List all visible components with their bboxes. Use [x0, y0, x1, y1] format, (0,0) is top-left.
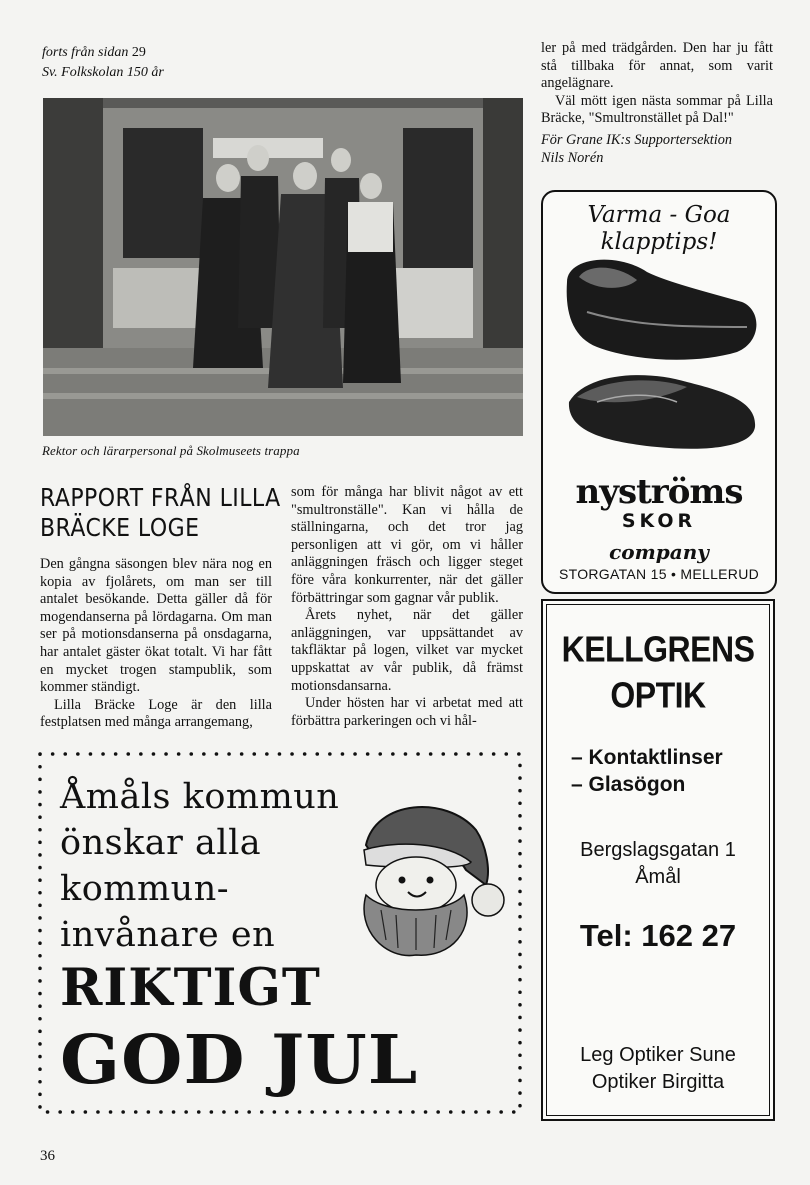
skor-label: SKOR: [621, 510, 697, 532]
continued-from-text: forts från sidan: [42, 45, 129, 60]
optician-1: Leg Optiker Sune: [580, 1044, 736, 1066]
shop-address: [543, 837, 773, 891]
signature-org: För Grane IK:s Supportersektion: [541, 131, 733, 148]
nystroms-ad: [541, 190, 777, 594]
photo-caption: Rektor och lärarpersonal på Skolmuseets trappa: [42, 443, 300, 458]
greeting-line-4: invånare en: [60, 915, 276, 955]
headline-line-2: BRÄCKE LOGE: [40, 513, 200, 542]
paragraph: Väl mött igen nästa sommar på Lilla Bräcke, "Smultronstället på Dal!": [541, 92, 773, 127]
greeting-line-3: kommun-: [60, 869, 230, 909]
company-label: company: [609, 540, 709, 564]
shop-phone: Tel: 162 27: [579, 918, 737, 953]
ad-headline-line-2: klapptips!: [600, 229, 718, 255]
service-glasses: – Glasögon: [571, 773, 686, 796]
school-staff-photo: [43, 98, 523, 436]
paragraph: Den gångna säsongen blev nära nog en kopia av fjolårets, om man ser till antalet besökande. Detta gäller då för mogendanserna på lördagarna. Om man ser på motionsdanserna på onsdagarna, har antalet gäster ökat totalt. Vi har fått en mycket trogen stampublik, som kommer ständigt.: [40, 556, 272, 696]
service-contact-lenses: – Kontaktlinser: [571, 746, 723, 769]
page-number: 36: [40, 1148, 55, 1164]
greeting-line-2: önskar alla: [60, 823, 262, 863]
signature-name: Nils Norén: [541, 149, 604, 166]
santa-claus-icon: [336, 790, 506, 960]
paragraph: Lilla Bräcke Loge är den lilla festplatsen med många arrangemang,: [40, 696, 272, 731]
article-column-2: [291, 484, 523, 730]
article-headline: [40, 483, 304, 543]
shop-street: Bergslagsgatan 1: [580, 839, 736, 861]
paragraph: ler på med trädgården. Den har ju fått stå tillbaka för annat, som varit angelägnare.: [541, 40, 773, 92]
shop-name-line-1: KELLGRENS: [561, 628, 755, 670]
article-ref: Sv. Folkskolan 150 år: [42, 65, 164, 80]
paragraph: Årets nyhet, när det gäller anläggningen, var uppsättandet av takfläktar på logen, vilket var mycket uppskattat av vår publik, då främst motionsdansarna.: [291, 607, 523, 694]
paragraph: som för många har blivit något av ett "smultronställe". Kan vi hålla de ställningarna, och det tror jag personligen att vi gör, om vi håller anläggningen fräsch och ligger steget före våra konkurrenter, när det gäller förbättringar som gagnar vår publik.: [291, 484, 523, 606]
ad-headline: [543, 202, 775, 256]
greeting-line-1: Åmåls kommun: [60, 777, 340, 817]
opticians: [543, 1042, 773, 1096]
article-column-1: [40, 556, 272, 732]
optician-2: Optiker Birgitta: [591, 1071, 725, 1093]
nystroms-logo: nyströms: [575, 472, 743, 512]
article-column-3: [541, 40, 773, 167]
shop-name-line-2: OPTIK: [610, 674, 706, 716]
kellgrens-optik-ad: [541, 599, 775, 1121]
continuation-note: [42, 43, 164, 83]
riktigt-text: RIKTIGT: [60, 958, 321, 1018]
headline-line-1: RAPPORT FRÅN LILLA: [40, 483, 281, 512]
paragraph: Under hösten har vi arbetat med att förbättra parkeringen och vi hål-: [291, 695, 523, 729]
greeting-text: [60, 774, 339, 958]
store-address: STORGATAN 15 • MELLERUD: [558, 566, 760, 582]
amal-christmas-ad: [36, 750, 524, 1116]
slipper-illustration: [557, 252, 761, 462]
ad-headline-line-1: Varma - Goa: [587, 202, 731, 228]
god-jul-text: GOD JUL: [60, 1020, 419, 1099]
continued-from-page: 29: [131, 45, 146, 60]
signature: [541, 132, 773, 167]
shop-city: Åmål: [635, 866, 681, 888]
